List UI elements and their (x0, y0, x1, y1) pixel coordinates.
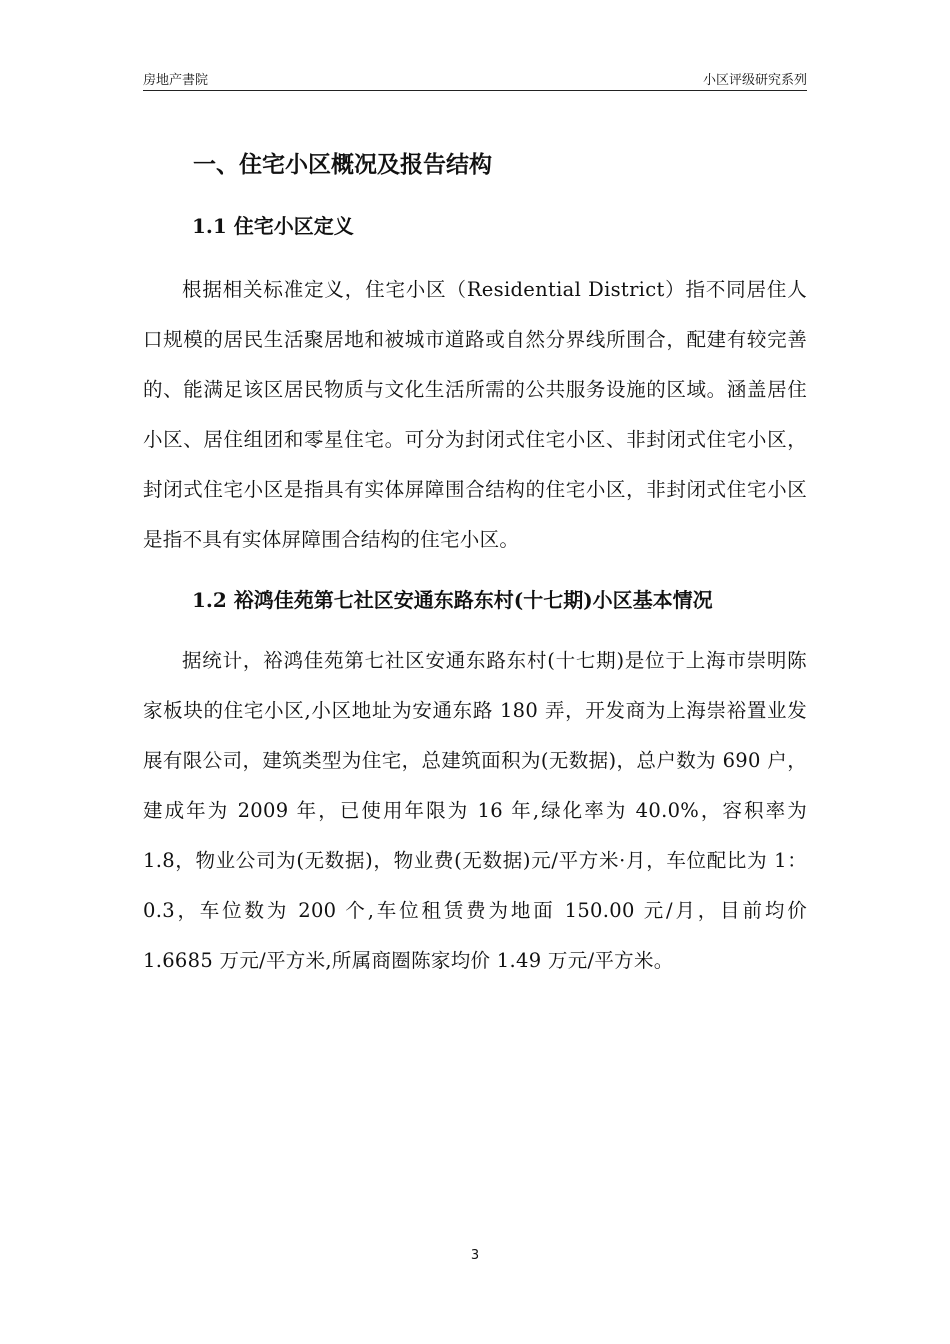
basic-info-paragraph: 据统计，裕鸿佳苑第七社区安通东路东村(十七期)是位于上海市崇明陈家板块的住宅小区,小区地址为安通东路 180 弄，开发商为上海崇裕置业发展有限公司，建筑类型为住宅，总建筑面积为(无数据)，总户数为 690 户，建成年为 2009 年，已使用年限为 16 年,绿化率为 40.0%，容积率为 1.8，物业公司为(无数据)，物业费(无数据)元/平方米·月，车位配比为 1：0.3，车位数为 200 个,车位租赁费为地面 150.00 元/月，目前均价 1.6685 万元/平方米,所属商圈陈家均价 1.49 万元/平方米。 (143, 649, 807, 972)
header-publisher: 房地产書院 (143, 73, 209, 88)
subsection-title-basic-info: 1.2 裕鸿佳苑第七社区安通东路东村(十七期)小区基本情况 (192, 588, 713, 612)
subsection-title-definition: 1.1 住宅小区定义 (192, 214, 354, 238)
definition-paragraph: 根据相关标准定义，住宅小区（Residential District）指不同居住人口规模的居民生活聚居地和被城市道路或自然分界线所围合，配建有较完善的、能满足该区居民物质与文化生活所需的公共服务设施的区域。涵盖居住小区、居住组团和零星住宅。可分为封闭式住宅小区、非封闭式住宅小区，封闭式住宅小区是指具有实体屏障围合结构的住宅小区，非封闭式住宅小区是指不具有实体屏障围合结构的住宅小区。 (143, 278, 807, 551)
header-series-title: 小区评级研究系列 (702, 73, 807, 88)
document-body (143, 143, 807, 986)
section-title: 一、住宅小区概况及报告结构 (193, 151, 492, 178)
page-header (143, 66, 807, 91)
page-number: 3 (470, 1248, 480, 1263)
